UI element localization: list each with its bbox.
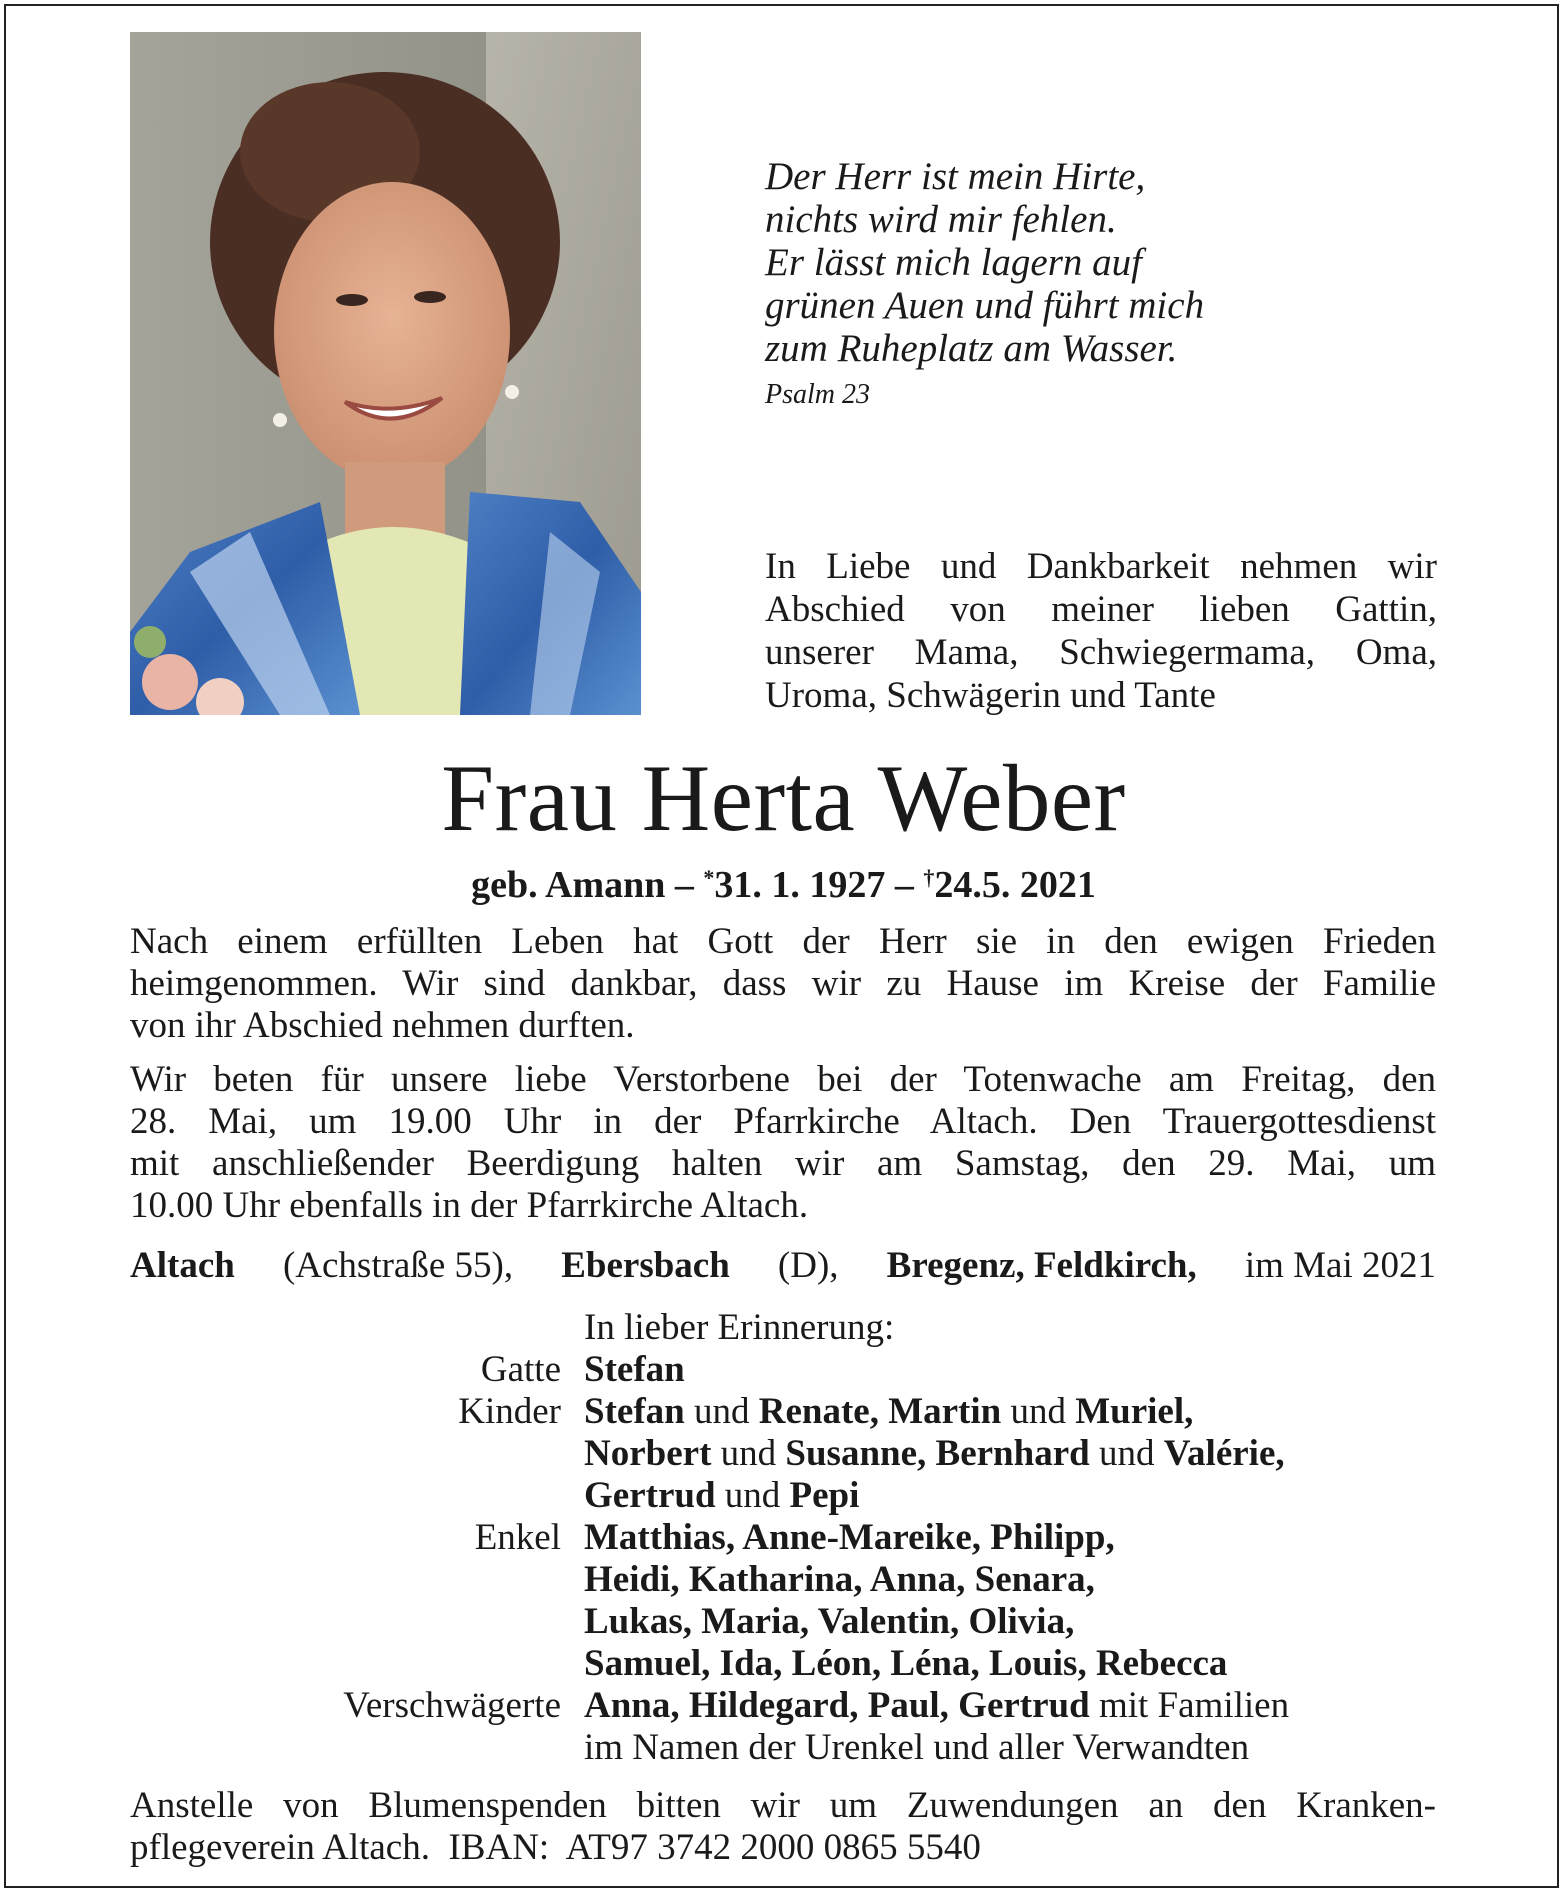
psalm-line: Er lässt mich lagern auf	[765, 241, 1142, 284]
child-partner-name: Renate,	[758, 1391, 879, 1432]
child-partner-name: Muriel,	[1075, 1391, 1194, 1432]
place-altach: Altach	[130, 1245, 235, 1286]
place-altach-address: (Achstraße 55),	[282, 1245, 514, 1286]
psalm-quote	[765, 155, 1325, 370]
birth-date: 31. 1. 1927	[714, 864, 886, 906]
child-name: Norbert	[584, 1433, 712, 1474]
intro-line: unserer Mama, Schwiegermama, Oma,	[765, 632, 1437, 673]
child-name: Stefan	[584, 1391, 685, 1432]
family-label: Verschwägerte	[343, 1685, 561, 1726]
children-line	[584, 1433, 1285, 1475]
psalm-line: nichts wird mir fehlen.	[765, 198, 1117, 241]
child-partner-name: Pepi	[789, 1475, 860, 1516]
intro-line: Abschied von meiner lieben Gattin,	[765, 589, 1437, 630]
connector: und	[724, 1475, 781, 1516]
relatives-line: im Namen der Urenkel und aller Verwandten	[584, 1727, 1250, 1768]
in-laws-names: Anna, Hildegard, Paul, Gertrud	[584, 1685, 1090, 1726]
family-label: Enkel	[474, 1517, 561, 1558]
place-ebersbach-country: (D),	[777, 1245, 839, 1286]
paragraph-services	[130, 1059, 1436, 1227]
paragraph-farewell	[130, 921, 1436, 1047]
connector: und	[1010, 1391, 1066, 1432]
spouse-name: Stefan	[584, 1349, 685, 1390]
child-name: Gertrud	[584, 1475, 716, 1516]
place-bregenz-feldkirch: Bregenz, Feldkirch,	[886, 1245, 1197, 1286]
psalm-reference: Psalm 23	[765, 379, 870, 410]
grandchildren-line: Samuel, Ida, Léon, Léna, Louis, Rebecca	[584, 1643, 1228, 1684]
paragraph-line: 28. Mai, um 19.00 Uhr in der Pfarrkirche Altach. Den Trauergottesdienst	[130, 1101, 1436, 1142]
donation-note	[130, 1785, 1436, 1869]
in-laws-line	[584, 1685, 1289, 1727]
paragraph-line: heimgenommen. Wir sind dankbar, dass wir zu Hause im Kreise der Familie	[130, 963, 1436, 1004]
family-label: Kinder	[458, 1391, 561, 1432]
children-line	[584, 1391, 1285, 1433]
paragraph-line: mit anschließender Beerdigung halten wir am Samstag, den 29. Mai, um	[130, 1143, 1436, 1184]
portrait-photo	[130, 32, 641, 715]
psalm-line: zum Ruheplatz am Wasser.	[765, 327, 1178, 370]
deceased-name: Frau Herta Weber	[441, 745, 1126, 851]
death-symbol: †	[923, 865, 935, 890]
connector: und	[1098, 1433, 1155, 1474]
birth-symbol: *	[703, 865, 715, 890]
child-partner-name: Susanne,	[785, 1433, 927, 1474]
connector: und	[720, 1433, 777, 1474]
donation-line: Anstelle von Blumenspenden bitten wir um Zuwendungen an den Kranken-	[130, 1785, 1436, 1826]
grandchildren-line: Matthias, Anne-Mareike, Philipp,	[584, 1517, 1115, 1558]
paragraph-line: von ihr Abschied nehmen durften.	[130, 1005, 635, 1046]
family-label: Gatte	[480, 1349, 561, 1390]
connector: und	[693, 1391, 750, 1432]
death-date: 24.5. 2021	[934, 864, 1096, 906]
dash: –	[674, 864, 694, 906]
birth-name: geb. Amann	[471, 864, 666, 906]
intro-line: Uroma, Schwägerin und Tante	[765, 675, 1216, 716]
grandchildren-line: Heidi, Katharina, Anna, Senara,	[584, 1559, 1095, 1600]
children-line	[584, 1475, 1285, 1517]
place-date: im Mai 2021	[1244, 1245, 1436, 1286]
places-line	[130, 1245, 1436, 1287]
psalm-line: Der Herr ist mein Hirte,	[765, 155, 1146, 198]
paragraph-line: Wir beten für unsere liebe Verstorbene bei der Totenwache am Freitag, den	[130, 1059, 1436, 1100]
dash: –	[894, 864, 914, 906]
intro-line: In Liebe und Dankbarkeit nehmen wir	[765, 546, 1437, 587]
donation-iban-line: pflegeverein Altach. IBAN: AT97 3742 2000 0865 5540	[130, 1827, 981, 1868]
memory-title: In lieber Erinnerung:	[584, 1307, 895, 1348]
in-laws-suffix: mit Familien	[1098, 1685, 1290, 1726]
child-partner-name: Valérie,	[1163, 1433, 1285, 1474]
child-name: Bernhard	[935, 1433, 1090, 1474]
paragraph-line: Nach einem erfüllten Leben hat Gott der Herr sie in den ewigen Frieden	[130, 921, 1436, 962]
grandchildren-line: Lukas, Maria, Valentin, Olivia,	[584, 1601, 1075, 1642]
child-name: Martin	[888, 1391, 1002, 1432]
psalm-line: grünen Auen und führt mich	[765, 284, 1205, 327]
intro-text	[765, 545, 1437, 717]
place-ebersbach: Ebersbach	[561, 1245, 730, 1286]
paragraph-line: 10.00 Uhr ebenfalls in der Pfarrkirche Altach.	[130, 1185, 809, 1226]
life-dates	[0, 856, 1567, 907]
